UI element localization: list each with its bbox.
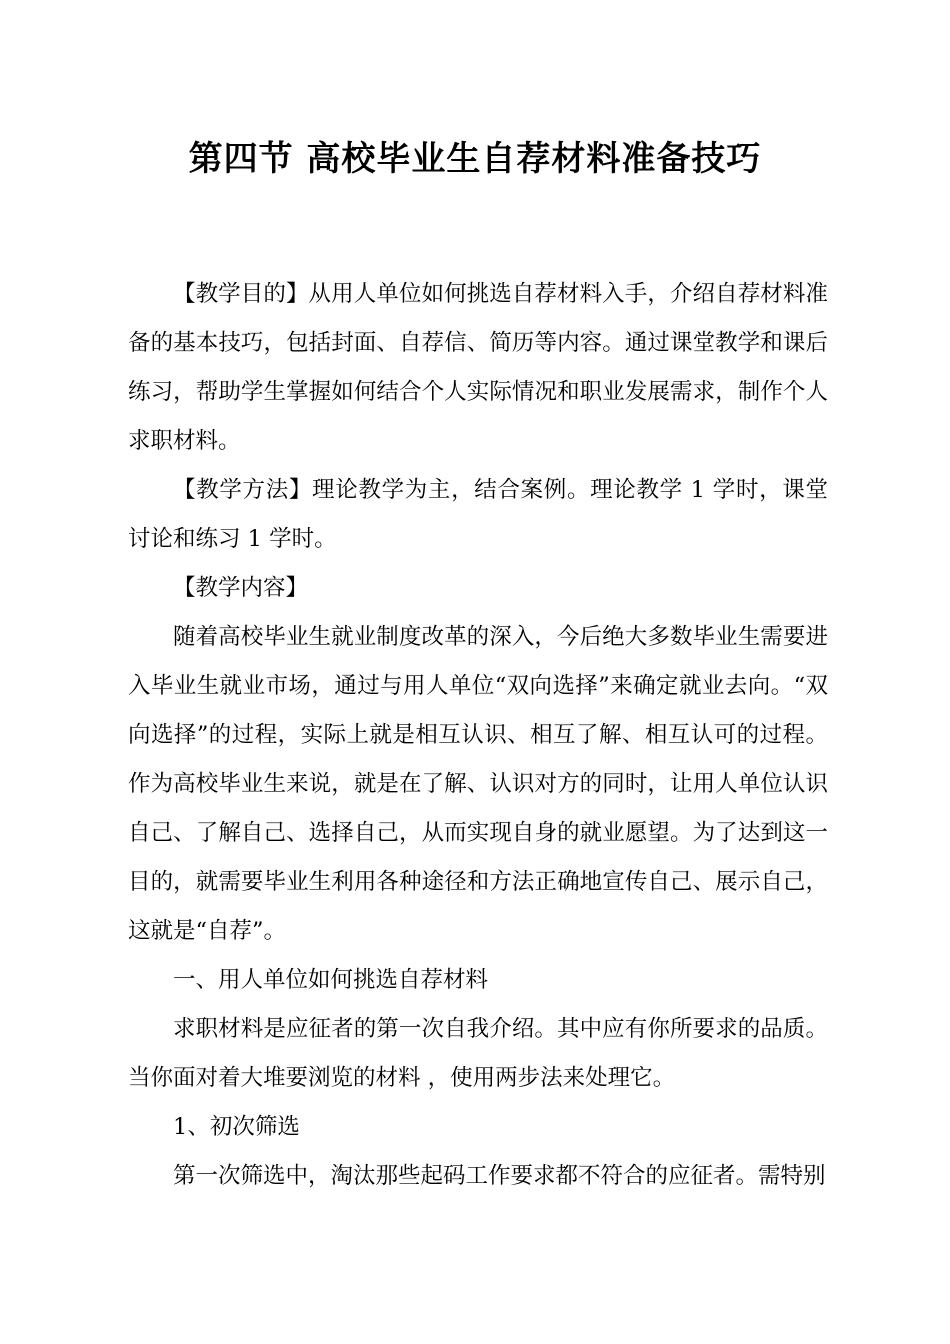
subsection-heading: 1、初次筛选: [173, 1114, 300, 1140]
section-heading: 一、用人单位如何挑选自荐材料: [173, 967, 489, 993]
paragraph-introduction: 随着高校毕业生就业制度改革的深入，今后绝大多数毕业生需要进入毕业生就业市场，通过与用人单位“双向选择”来确定就业去向。“双向选择”的过程，实际上就是相互认识、相互了解、相互认可的过程。作为高校毕业生来说，就是在了解、认识对方的同时，让用人单位认识自己、了解自己、选择自己，从而实现自身的就业愿望。为了达到这一目的，就需要毕业生利用各种途径和方法正确地宣传自己、展示自己，这就是“自荐”。: [128, 624, 828, 944]
paragraph-teaching-content-heading: 【教学内容】: [173, 575, 309, 601]
document-body: [128, 270, 828, 1201]
paragraph-teaching-purpose: 【教学目的】从用人单位如何挑选自荐材料入手，介绍自荐材料准备的基本技巧，包括封面、自荐信、简历等内容。通过课堂教学和课后练习，帮助学生掌握如何结合个人实际情况和职业发展需求，制作个人求职材料。: [128, 281, 828, 454]
paragraph-teaching-method: 【教学方法】理论教学为主，结合案例。理论教学 1 学时，课堂讨论和练习 1 学时。: [128, 477, 828, 552]
paragraph-application-materials: 求职材料是应征者的第一次自我介绍。其中应有你所要求的品质。当你面对着大堆要浏览的材料 ，使用两步法来处理它。: [128, 1016, 828, 1091]
document-title: 第四节 高校毕业生自荐材料准备技巧: [188, 139, 762, 179]
paragraph-first-screening: 第一次筛选中，淘汰那些起码工作要求都不符合的应征者。需特别: [173, 1163, 826, 1189]
